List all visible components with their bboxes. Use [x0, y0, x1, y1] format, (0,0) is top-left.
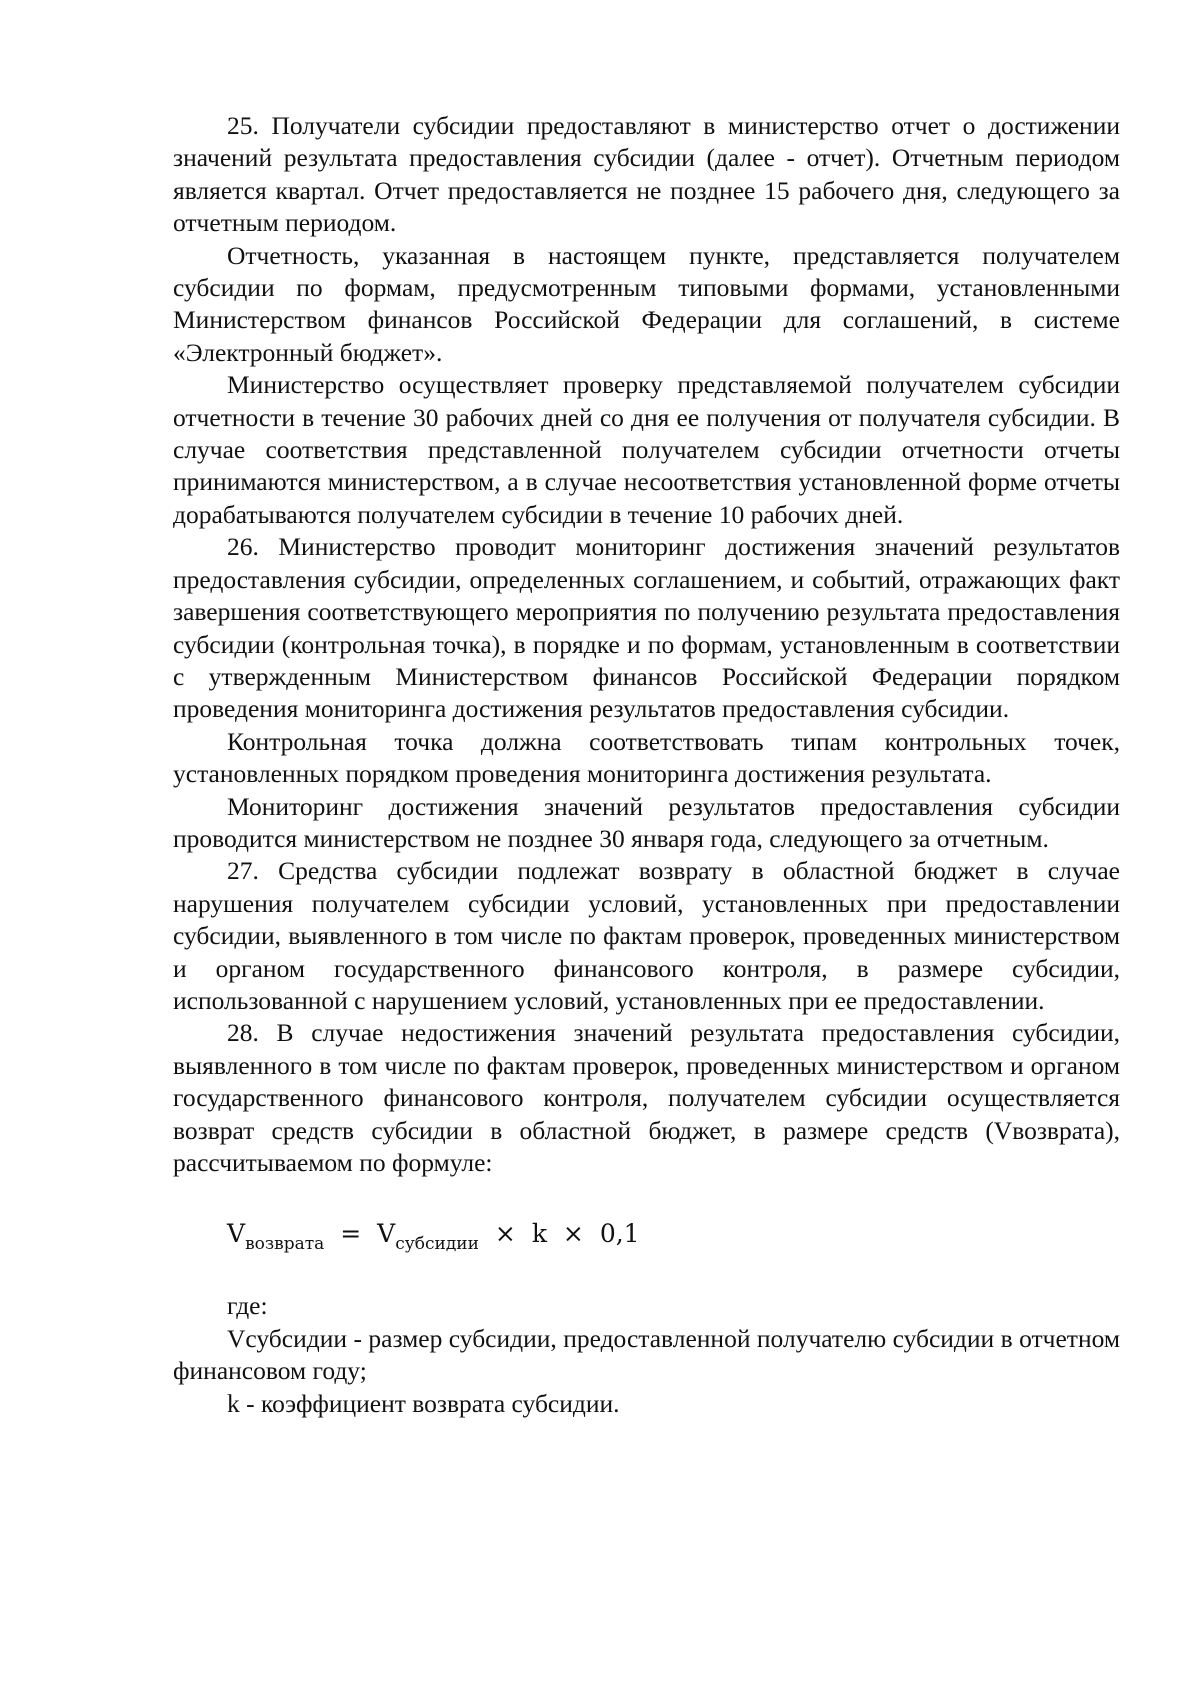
paragraph-control-point: Контрольная точка должна соответствовать типам контрольных точек, установленных порядком проведения мониторинга достижения результата. — [173, 726, 1120, 789]
formula-lhs-subscript: возврата — [245, 1234, 325, 1255]
definition-k: k - коэффициент возврата субсидии. — [227, 1388, 620, 1418]
formula-rhs-subscript: субсидии — [395, 1234, 479, 1255]
paragraph-ministry-check: Министерство осуществляет проверку представляемой получателем субсидии отчетности в течение 30 рабочих дней со дня ее получения от получателя субсидии. В случае соответствия представленной получателем субсидии отчетности отчеты принимаются министерством, а в случае несоответствия установленной форме отчеты дорабатываются получателем субсидии в течение 10 рабочих дней. — [173, 370, 1120, 529]
formula-times-2: × — [562, 1219, 584, 1249]
formula-coefficient: k — [531, 1219, 547, 1249]
paragraph-25: 25. Получатели субсидии предоставляют в министерство отчет о достижении значений результата предоставления субсидии (далее - отчет). Отчетным периодом является квартал. Отчет предоставляется не позднее 15 рабочего дня, следующего за отчетным периодом. — [173, 111, 1120, 238]
formula-times-1: × — [494, 1219, 516, 1249]
formula-factor: 0,1 — [599, 1219, 640, 1249]
where-label: где: — [227, 1291, 268, 1321]
formula-lhs-symbol: V — [227, 1219, 246, 1249]
paragraph-28: 28. В случае недостижения значений результата предоставления субсидии, выявленного в том числе по фактам проверок, проведенных министерством и органом государственного финансового контроля, получателем субсидии осуществляется возврат средств субсидии в областной бюджет, в размере средств (Vвозврата), рассчитываемом по формуле: — [173, 1018, 1120, 1177]
definition-vsubsidy: Vсубсидии - размер субсидии, предоставленной получателю субсидии в отчетном финансовом году; — [173, 1323, 1120, 1386]
paragraph-27: 27. Средства субсидии подлежат возврату в областной бюджет в случае нарушения получателем субсидии условий, установленных при предоставлении субсидии, выявленного в том числе по фактам проверок, проведенных министерством и органом государственного финансового контроля, в размере субсидии, использованной с нарушением условий, установленных при ее предоставлении. — [173, 856, 1120, 1015]
formula-equals: = — [340, 1219, 362, 1249]
paragraph-26: 26. Министерство проводит мониторинг достижения значений результатов предоставления субсидии, определенных соглашением, и событий, отражающих факт завершения соответствующего мероприятия по получению результата предоставления субсидии (контрольная точка), в порядке и по формам, установленным в соответствии с утвержденным Министерством финансов Российской Федерации порядком проведения мониторинга достижения результатов предоставления субсидии. — [173, 532, 1120, 724]
formula-rhs-symbol: V — [377, 1219, 396, 1249]
document-page — [173, 110, 1120, 1420]
paragraph-reporting-forms: Отчетность, указанная в настоящем пункте, представляется получателем субсидии по формам, предусмотренным типовыми формами, установленными Министерством финансов Российской Федерации для соглашений, в системе «Электронный бюджет». — [173, 240, 1120, 367]
return-formula — [227, 1217, 1120, 1254]
paragraph-monitoring-deadline: Мониторинг достижения значений результатов предоставления субсидии проводится министерством не позднее 30 января года, следующего за отчетным. — [173, 791, 1120, 853]
